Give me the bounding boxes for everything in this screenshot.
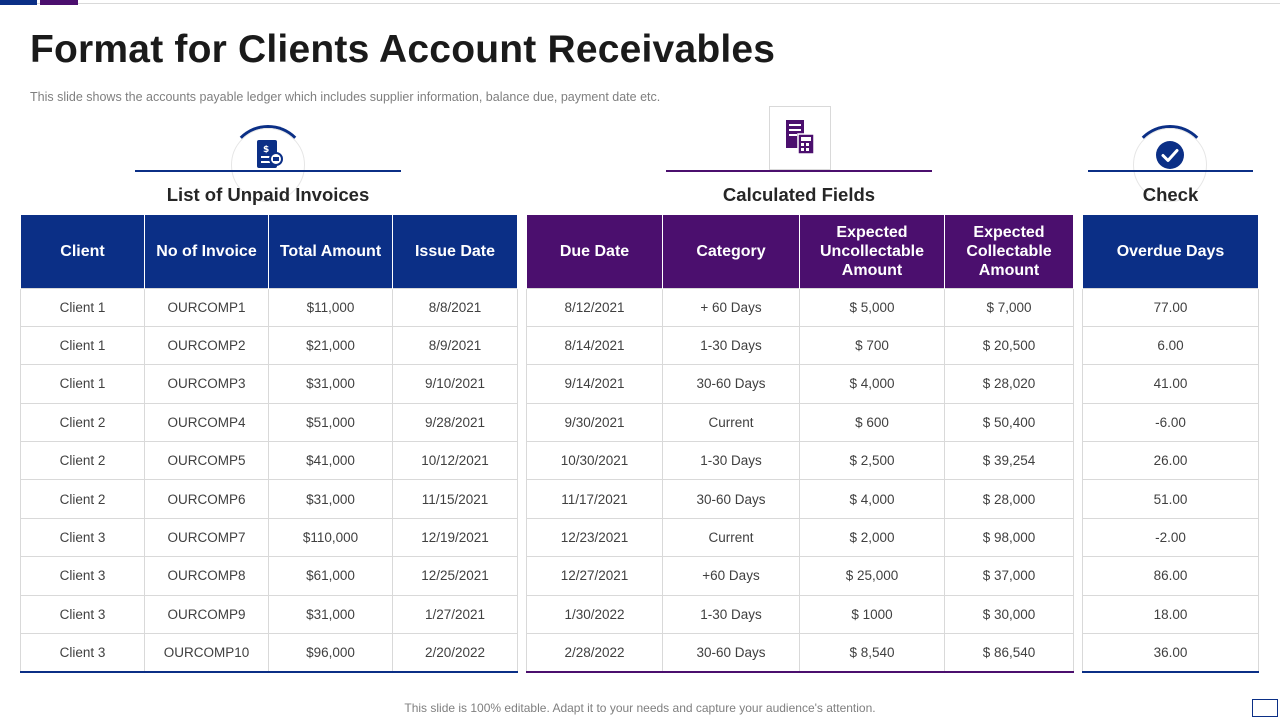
- table-cell: $ 98,000: [945, 518, 1074, 556]
- table-row: [1083, 442, 1259, 480]
- table-header-row: [21, 215, 518, 288]
- table-row: [21, 365, 518, 403]
- table-row: [21, 634, 518, 672]
- table-cell: Client 2: [21, 480, 145, 518]
- table-cell: 51.00: [1083, 480, 1259, 518]
- accent-bar-purple: [40, 0, 78, 5]
- page-title: Format for Clients Account Receivables: [30, 28, 776, 71]
- table-cell: 30-60 Days: [663, 480, 800, 518]
- table-cell: OURCOMP5: [145, 442, 269, 480]
- column-header: Issue Date: [393, 215, 518, 288]
- table-cell: Client 3: [21, 595, 145, 633]
- table-cell: $ 4,000: [800, 365, 945, 403]
- table-cell: 12/23/2021: [527, 518, 663, 556]
- column-header: Expected Uncollectable Amount: [800, 215, 945, 288]
- table-cell: OURCOMP7: [145, 518, 269, 556]
- column-header: Due Date: [527, 215, 663, 288]
- receipt-calculator-icon: [784, 120, 816, 154]
- table-cell: 86.00: [1083, 557, 1259, 595]
- table-cell: 18.00: [1083, 595, 1259, 633]
- page-subtitle: This slide shows the accounts payable ledger which includes supplier information, balance due, payment date etc.: [30, 90, 661, 104]
- check-table: [1082, 215, 1259, 673]
- table-cell: OURCOMP9: [145, 595, 269, 633]
- table-cell: 11/17/2021: [527, 480, 663, 518]
- table-cell: 9/30/2021: [527, 403, 663, 441]
- table-cell: Client 3: [21, 518, 145, 556]
- calculated-fields-table: [526, 215, 1074, 673]
- table-row: [527, 288, 1074, 326]
- table-cell: Client 1: [21, 288, 145, 326]
- table-cell: 8/12/2021: [527, 288, 663, 326]
- footer-note: This slide is 100% editable. Adapt it to your needs and capture your audience's attention.: [404, 701, 876, 715]
- table-cell: $ 2,500: [800, 442, 945, 480]
- table-cell: 1/30/2022: [527, 595, 663, 633]
- table-row: [1083, 595, 1259, 633]
- table-cell: 9/10/2021: [393, 365, 518, 403]
- table-row: [1083, 480, 1259, 518]
- table-cell: $ 700: [800, 326, 945, 364]
- table-cell: +60 Days: [663, 557, 800, 595]
- table-cell: $ 4,000: [800, 480, 945, 518]
- table-row: [21, 403, 518, 441]
- table-cell: $ 86,540: [945, 634, 1074, 672]
- table-row: [1083, 403, 1259, 441]
- table-cell: 10/30/2021: [527, 442, 663, 480]
- table-row: [1083, 365, 1259, 403]
- table-cell: $21,000: [269, 326, 393, 364]
- column-header: Category: [663, 215, 800, 288]
- table-cell: 2/28/2022: [527, 634, 663, 672]
- table-cell: Client 3: [21, 557, 145, 595]
- table-row: [527, 442, 1074, 480]
- table-cell: Client 2: [21, 442, 145, 480]
- table-row: [527, 326, 1074, 364]
- table-cell: 1-30 Days: [663, 595, 800, 633]
- table-cell: $ 28,020: [945, 365, 1074, 403]
- table-cell: 30-60 Days: [663, 365, 800, 403]
- table-cell: 1-30 Days: [663, 442, 800, 480]
- invoice-document-icon: [255, 140, 285, 172]
- table-cell: $ 600: [800, 403, 945, 441]
- table-row: [21, 442, 518, 480]
- table-row: [1083, 288, 1259, 326]
- table-cell: OURCOMP4: [145, 403, 269, 441]
- table-cell: $ 39,254: [945, 442, 1074, 480]
- table-cell: $11,000: [269, 288, 393, 326]
- table-cell: $31,000: [269, 365, 393, 403]
- table-cell: Client 1: [21, 326, 145, 364]
- table-cell: -6.00: [1083, 403, 1259, 441]
- table-row: [1083, 634, 1259, 672]
- table-cell: OURCOMP2: [145, 326, 269, 364]
- table-cell: $ 25,000: [800, 557, 945, 595]
- table-cell: $ 50,400: [945, 403, 1074, 441]
- table-cell: OURCOMP3: [145, 365, 269, 403]
- section-rule: [1088, 170, 1253, 172]
- table-cell: $110,000: [269, 518, 393, 556]
- table-header-row: [527, 215, 1074, 288]
- table-cell: 11/15/2021: [393, 480, 518, 518]
- table-cell: $ 2,000: [800, 518, 945, 556]
- table-cell: $31,000: [269, 480, 393, 518]
- table-row: [1083, 518, 1259, 556]
- table-row: [21, 518, 518, 556]
- table-cell: $31,000: [269, 595, 393, 633]
- table-row: [21, 326, 518, 364]
- table-cell: 6.00: [1083, 326, 1259, 364]
- table-cell: 36.00: [1083, 634, 1259, 672]
- table-cell: $96,000: [269, 634, 393, 672]
- column-header: Total Amount: [269, 215, 393, 288]
- table-cell: 8/9/2021: [393, 326, 518, 364]
- table-cell: $ 8,540: [800, 634, 945, 672]
- section-title-calculated: Calculated Fields: [722, 184, 876, 205]
- table-header-row: [1083, 215, 1259, 288]
- table-cell: $ 7,000: [945, 288, 1074, 326]
- table-row: [527, 480, 1074, 518]
- table-cell: 1/27/2021: [393, 595, 518, 633]
- table-row: [21, 480, 518, 518]
- corner-box: [1252, 699, 1278, 717]
- table-row: [527, 557, 1074, 595]
- table-cell: $ 20,500: [945, 326, 1074, 364]
- table-cell: Client 2: [21, 403, 145, 441]
- checkmark-circle-icon: [1155, 140, 1185, 170]
- column-header: Client: [21, 215, 145, 288]
- table-cell: Current: [663, 403, 800, 441]
- table-row: [21, 288, 518, 326]
- table-row: [21, 557, 518, 595]
- table-cell: Current: [663, 518, 800, 556]
- table-cell: 10/12/2021: [393, 442, 518, 480]
- table-cell: 26.00: [1083, 442, 1259, 480]
- table-cell: $41,000: [269, 442, 393, 480]
- table-cell: OURCOMP1: [145, 288, 269, 326]
- table-cell: -2.00: [1083, 518, 1259, 556]
- unpaid-invoices-table: [20, 215, 518, 673]
- table-cell: Client 1: [21, 365, 145, 403]
- table-cell: 41.00: [1083, 365, 1259, 403]
- table-row: [527, 634, 1074, 672]
- table-cell: $51,000: [269, 403, 393, 441]
- top-rule: [0, 3, 1280, 4]
- table-cell: 77.00: [1083, 288, 1259, 326]
- table-row: [21, 595, 518, 633]
- table-cell: OURCOMP6: [145, 480, 269, 518]
- section-title-unpaid: List of Unpaid Invoices: [166, 184, 370, 205]
- table-cell: 8/8/2021: [393, 288, 518, 326]
- svg-text:$: $: [263, 145, 270, 155]
- table-row: [527, 595, 1074, 633]
- column-header: No of Invoice: [145, 215, 269, 288]
- column-header: Expected Collectable Amount: [945, 215, 1074, 288]
- table-cell: $61,000: [269, 557, 393, 595]
- table-cell: OURCOMP8: [145, 557, 269, 595]
- section-rule: [666, 170, 932, 172]
- table-cell: $ 28,000: [945, 480, 1074, 518]
- table-cell: + 60 Days: [663, 288, 800, 326]
- table-row: [527, 365, 1074, 403]
- table-cell: $ 1000: [800, 595, 945, 633]
- table-cell: Client 3: [21, 634, 145, 672]
- table-cell: OURCOMP10: [145, 634, 269, 672]
- table-row: [527, 403, 1074, 441]
- table-cell: 12/19/2021: [393, 518, 518, 556]
- table-cell: 2/20/2022: [393, 634, 518, 672]
- table-cell: $ 37,000: [945, 557, 1074, 595]
- table-row: [1083, 326, 1259, 364]
- table-cell: $ 30,000: [945, 595, 1074, 633]
- table-row: [1083, 557, 1259, 595]
- table-cell: 30-60 Days: [663, 634, 800, 672]
- table-cell: 12/25/2021: [393, 557, 518, 595]
- table-cell: 9/28/2021: [393, 403, 518, 441]
- accent-bar-blue: [0, 0, 37, 5]
- column-header: Overdue Days: [1083, 215, 1259, 288]
- table-cell: 12/27/2021: [527, 557, 663, 595]
- table-cell: 9/14/2021: [527, 365, 663, 403]
- table-cell: 1-30 Days: [663, 326, 800, 364]
- section-title-check: Check: [1142, 184, 1199, 205]
- table-cell: 8/14/2021: [527, 326, 663, 364]
- table-cell: $ 5,000: [800, 288, 945, 326]
- table-row: [527, 518, 1074, 556]
